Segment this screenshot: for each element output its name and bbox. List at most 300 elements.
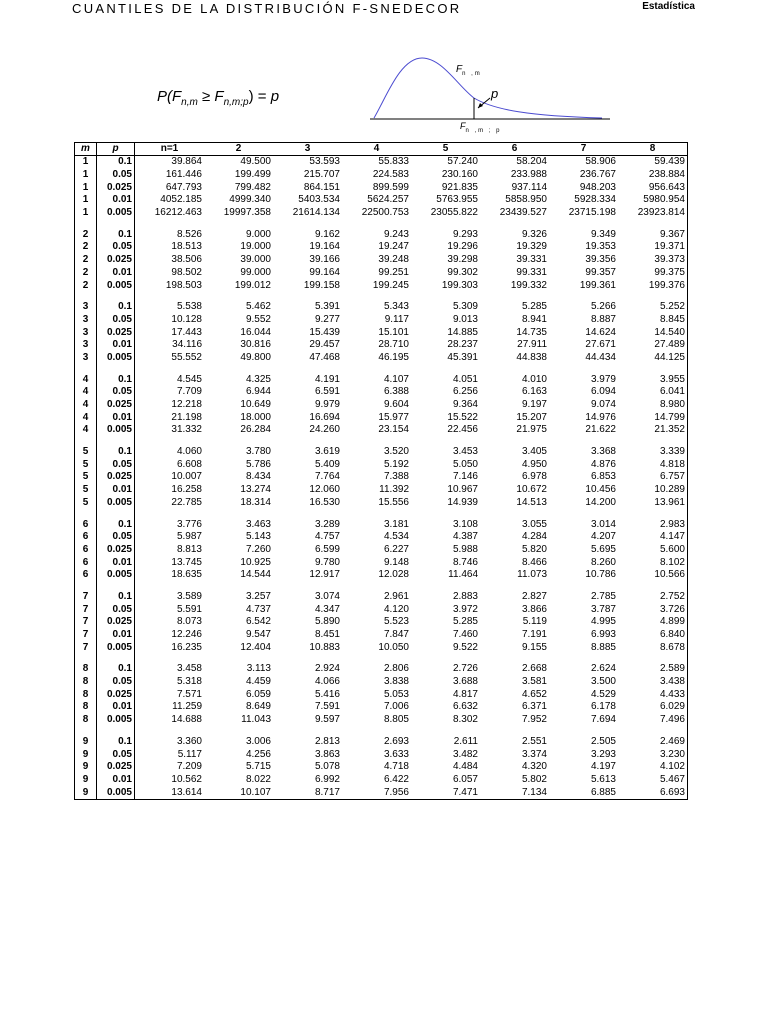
table-row [75,663,688,676]
spacer-cell [273,727,342,736]
cell-value: 23.154 [378,424,409,436]
cell-value: 4.737 [245,603,271,615]
cell-value: 4.320 [521,761,547,773]
cell-m: 5 [75,484,97,497]
spacer-cell [411,582,480,591]
cell-value: 10.050 [378,641,409,653]
cell-value: 5928.334 [574,194,616,206]
cell-value: 4.718 [383,761,409,773]
cell-value: 9.000 [245,228,271,240]
cell-value: 199.303 [441,279,478,291]
cell-value: 4.818 [659,458,685,470]
cell-value: 6.885 [590,786,616,798]
subject-label: Estadística [642,1,695,12]
formula-p: p [270,88,280,105]
group-spacer [75,437,688,446]
cell-value: 30.816 [240,339,271,351]
cell-m: 8 [75,663,97,676]
cell-value: 16.235 [171,641,202,653]
cell-p: 0.025 [97,399,135,412]
group-spacer [75,292,688,301]
cell-value: 98.502 [171,266,202,278]
cell-m: 3 [75,352,97,365]
cell-value: 5.192 [383,458,409,470]
cell-value: 3.482 [452,748,478,760]
cell-value: 14.799 [654,411,685,423]
cell-value: 14.200 [585,496,616,508]
cell-m: 3 [75,314,97,327]
table-row [75,458,688,471]
cell-value: 3.955 [659,373,685,385]
cell-value: 59.439 [654,156,685,168]
cell-value: 39.864 [171,156,202,168]
f-quantile-table [74,142,688,800]
table-row [75,714,688,727]
cell-value: 6.992 [314,773,340,785]
cell-value: 12.917 [309,569,340,581]
cell-value: 5.786 [245,458,271,470]
cell-value: 9.349 [590,228,616,240]
cell-m: 4 [75,411,97,424]
cell-value: 26.284 [240,424,271,436]
cell-value: 5.285 [521,301,547,313]
cell-value: 6.757 [659,471,685,483]
cell-m: 2 [75,254,97,267]
cell-value: 2.668 [521,663,547,675]
cell-value: 49.500 [240,156,271,168]
cell-value: 5.820 [521,543,547,555]
cell-value: 5.988 [452,543,478,555]
cell-value: 199.361 [579,279,616,291]
cell-value: 6.178 [590,701,616,713]
cell-m: 7 [75,641,97,654]
spacer-cell [480,437,549,446]
spacer-cell [342,727,411,736]
cell-p: 0.025 [97,616,135,629]
cell-value: 39.248 [378,254,409,266]
column-header: 5 [411,143,480,156]
cell-value: 15.207 [516,411,547,423]
cell-p: 0.01 [97,484,135,497]
table-row [75,169,688,182]
cell-value: 4.120 [383,603,409,615]
cell-value: 7.146 [452,471,478,483]
table-row [75,603,688,616]
cell-value: 38.506 [171,254,202,266]
cell-value: 8.813 [176,543,202,555]
cell-value: 8.260 [590,556,616,568]
cell-value: 5.117 [177,748,202,760]
cell-value: 28.710 [378,339,409,351]
cell-value: 9.364 [452,399,478,411]
cell-m: 8 [75,676,97,689]
table-row [75,676,688,689]
cell-value: 3.863 [314,748,340,760]
table-row [75,641,688,654]
cell-value: 5858.950 [505,194,547,206]
cell-value: 4.207 [590,531,616,543]
cell-m: 9 [75,748,97,761]
cell-m: 9 [75,786,97,799]
cell-value: 233.988 [510,169,547,181]
cell-value: 15.522 [447,411,478,423]
spacer-cell [204,437,273,446]
cell-value: 4.534 [383,531,409,543]
spacer-cell [480,727,549,736]
cell-value: 5980.954 [643,194,685,206]
cell-value: 9.013 [452,313,478,325]
spacer-cell [204,727,273,736]
spacer-cell [411,364,480,373]
spacer-cell [342,509,411,518]
cell-value: 4.545 [176,373,202,385]
cell-value: 44.434 [585,351,616,363]
spacer-cell [618,219,688,228]
spacer-cell [480,219,549,228]
cell-value: 14.513 [516,496,547,508]
cell-p: 0.025 [97,688,135,701]
spacer-cell [135,509,205,518]
cell-value: 9.162 [314,228,340,240]
cell-value: 11.392 [379,484,409,496]
cell-value: 3.293 [590,748,616,760]
cell-p: 0.05 [97,531,135,544]
cell-value: 199.499 [234,169,271,181]
cell-value: 8.805 [383,714,409,726]
spacer-cell [411,654,480,663]
cell-value: 3.688 [452,676,478,688]
probability-formula [157,88,279,108]
spacer-cell [135,582,205,591]
cell-value: 14.939 [447,496,478,508]
cell-value: 7.191 [521,629,547,641]
cell-m: 7 [75,616,97,629]
cell-value: 5.391 [314,301,340,313]
cell-value: 6.944 [245,386,271,398]
cell-value: 8.887 [590,313,616,325]
table-row [75,326,688,339]
cell-m: 8 [75,714,97,727]
table-row [75,761,688,774]
cell-value: 3.458 [176,663,202,675]
cell-value: 13.961 [654,496,685,508]
cell-p: 0.005 [97,497,135,510]
table-header-row [75,143,688,156]
cell-value: 9.780 [314,556,340,568]
cell-value: 9.604 [383,399,409,411]
cell-value: 5.591 [176,603,202,615]
cell-value: 6.853 [590,471,616,483]
table-row [75,556,688,569]
cell-value: 5.613 [590,773,616,785]
cell-value: 57.240 [447,156,478,168]
table-row [75,484,688,497]
cell-value: 6.256 [452,386,478,398]
cell-value: 2.785 [590,590,616,602]
cell-value: 16212.463 [154,207,202,219]
table-row [75,774,688,787]
cell-value: 4.387 [452,531,478,543]
cell-p: 0.05 [97,676,135,689]
table-row [75,748,688,761]
spacer-cell [75,364,97,373]
spacer-cell [549,727,618,736]
cell-m: 6 [75,531,97,544]
table-row [75,688,688,701]
cell-p: 0.025 [97,471,135,484]
cell-p: 0.005 [97,279,135,292]
cell-value: 9.547 [245,629,271,641]
formula-f2: F [214,88,224,105]
cell-value: 3.633 [383,748,409,760]
cell-value: 4.950 [521,458,547,470]
cell-value: 9.148 [383,556,409,568]
cell-value: 9.155 [521,641,547,653]
area-pointer-arrowhead [478,103,483,108]
column-header: p [97,143,135,156]
cell-m: 5 [75,458,97,471]
cell-value: 4.256 [245,748,271,760]
cell-value: 7.460 [452,629,478,641]
cell-value: 99.302 [447,266,478,278]
cell-value: 3.074 [314,590,340,602]
table-row [75,241,688,254]
cell-value: 9.326 [521,228,547,240]
curve-label-sub: n ,m [462,71,482,77]
spacer-cell [342,582,411,591]
cell-p: 0.05 [97,241,135,254]
table-row [75,254,688,267]
cell-value: 8.885 [590,641,616,653]
cell-value: 3.006 [245,735,271,747]
cell-value: 4999.340 [229,194,271,206]
cell-value: 5.309 [452,301,478,313]
cell-p: 0.025 [97,761,135,774]
table-row [75,786,688,799]
cell-value: 39.331 [516,254,547,266]
cell-value: 7.496 [659,714,685,726]
cell-value: 215.707 [303,169,340,181]
cell-value: 4.325 [245,373,271,385]
cell-value: 23715.198 [568,207,616,219]
cell-m: 6 [75,544,97,557]
cell-value: 8.434 [245,471,271,483]
cell-value: 23055.822 [430,207,478,219]
cell-value: 4.757 [314,531,340,543]
cell-value: 9.277 [314,313,340,325]
cell-m: 3 [75,301,97,314]
cell-m: 9 [75,774,97,787]
cell-value: 6.422 [383,773,409,785]
formula-f1: F [172,88,182,105]
spacer-cell [549,364,618,373]
cell-p: 0.1 [97,663,135,676]
cell-m: 2 [75,279,97,292]
column-header: 2 [204,143,273,156]
spacer-cell [549,437,618,446]
cell-value: 5.318 [176,676,202,688]
cell-value: 7.260 [245,543,271,555]
cell-value: 3.500 [590,676,616,688]
cell-value: 24.260 [309,424,340,436]
spacer-cell [480,654,549,663]
cell-value: 199.332 [510,279,547,291]
cell-value: 8.980 [659,399,685,411]
cell-value: 13.274 [240,484,271,496]
quantile-label-text: F [460,121,466,131]
column-header: 3 [273,143,342,156]
area-label: p [491,86,499,101]
spacer-cell [75,219,97,228]
cell-value: 3.581 [521,676,547,688]
group-spacer [75,654,688,663]
spacer-cell [342,654,411,663]
cell-value: 6.608 [176,458,202,470]
cell-value: 3.972 [452,603,478,615]
cell-value: 10.456 [585,484,616,496]
cell-value: 21614.134 [292,207,340,219]
cell-p: 0.01 [97,339,135,352]
cell-p: 0.005 [97,569,135,582]
cell-value: 4.484 [452,761,478,773]
cell-value: 3.014 [590,518,616,530]
cell-value: 23923.814 [637,207,685,219]
cell-value: 6.163 [521,386,547,398]
cell-value: 4.010 [521,373,547,385]
cell-value: 5.119 [522,616,547,628]
cell-value: 6.057 [452,773,478,785]
cell-value: 921.835 [441,181,478,193]
cell-value: 13.614 [171,786,202,798]
table-row [75,352,688,365]
cell-value: 14.688 [171,714,202,726]
cell-value: 5.078 [314,761,340,773]
formula-f2-sub: n,m;p [223,97,249,108]
cell-value: 4.529 [590,688,616,700]
cell-value: 4.066 [314,676,340,688]
cell-value: 199.376 [648,279,685,291]
cell-value: 3.374 [521,748,547,760]
cell-value: 6.591 [314,386,340,398]
quantile-label [460,121,502,134]
cell-m: 1 [75,156,97,169]
cell-value: 8.717 [314,786,340,798]
cell-value: 4.107 [383,373,409,385]
cell-value: 53.593 [309,156,340,168]
cell-value: 3.257 [245,590,271,602]
cell-value: 4.191 [314,373,340,385]
cell-p: 0.05 [97,169,135,182]
table-row [75,411,688,424]
cell-value: 19.247 [378,241,409,253]
cell-value: 14.976 [585,411,616,423]
cell-value: 19.164 [309,241,340,253]
cell-value: 21.198 [171,411,202,423]
spacer-cell [204,582,273,591]
cell-value: 3.339 [659,446,685,458]
cell-value: 6.978 [521,471,547,483]
table-row [75,301,688,314]
cell-value: 3.230 [659,748,685,760]
cell-value: 5.890 [314,616,340,628]
quantile-label-sub: n ,m ; p [465,127,502,134]
cell-value: 5.523 [383,616,409,628]
spacer-cell [135,219,205,228]
curve-label [456,64,482,77]
cell-value: 4.652 [521,688,547,700]
column-header: 6 [480,143,549,156]
cell-value: 199.012 [234,279,271,291]
table-row [75,194,688,207]
cell-value: 3.368 [590,446,616,458]
cell-value: 19.000 [240,241,271,253]
column-header: 7 [549,143,618,156]
cell-value: 55.552 [171,351,202,363]
cell-value: 6.840 [659,629,685,641]
cell-value: 22500.753 [361,207,409,219]
cell-m: 4 [75,373,97,386]
cell-value: 7.591 [314,701,340,713]
cell-m: 6 [75,569,97,582]
table-row [75,518,688,531]
cell-value: 10.107 [240,786,271,798]
cell-value: 14.624 [585,326,616,338]
cell-value: 46.195 [378,351,409,363]
spacer-cell [97,292,135,301]
cell-p: 0.05 [97,386,135,399]
spacer-cell [97,364,135,373]
cell-p: 0.05 [97,314,135,327]
cell-value: 16.044 [240,326,271,338]
spacer-cell [411,219,480,228]
spacer-cell [97,727,135,736]
cell-value: 2.752 [659,590,685,602]
cell-value: 8.073 [176,616,202,628]
cell-m: 2 [75,267,97,280]
cell-value: 19.353 [585,241,616,253]
cell-value: 2.813 [314,735,340,747]
cell-value: 22.785 [171,496,202,508]
cell-value: 16.258 [171,484,202,496]
spacer-cell [549,654,618,663]
spacer-cell [549,509,618,518]
cell-value: 9.552 [245,313,271,325]
table-row [75,497,688,510]
cell-value: 3.787 [590,603,616,615]
cell-value: 230.160 [441,169,478,181]
group-spacer [75,727,688,736]
cell-value: 7.209 [176,761,202,773]
cell-value: 7.471 [452,786,478,798]
cell-value: 5.538 [176,301,202,313]
cell-value: 2.883 [452,590,478,602]
cell-p: 0.05 [97,458,135,471]
cell-value: 3.589 [176,590,202,602]
cell-value: 7.571 [176,688,202,700]
cell-value: 99.000 [240,266,271,278]
spacer-cell [273,654,342,663]
cell-value: 799.482 [234,181,271,193]
table-row [75,471,688,484]
spacer-cell [480,509,549,518]
cell-value: 5.252 [659,301,685,313]
cell-value: 10.786 [585,569,616,581]
group-spacer [75,219,688,228]
column-header: 8 [618,143,688,156]
cell-value: 44.125 [654,351,685,363]
cell-value: 31.332 [171,424,202,436]
table-row [75,616,688,629]
